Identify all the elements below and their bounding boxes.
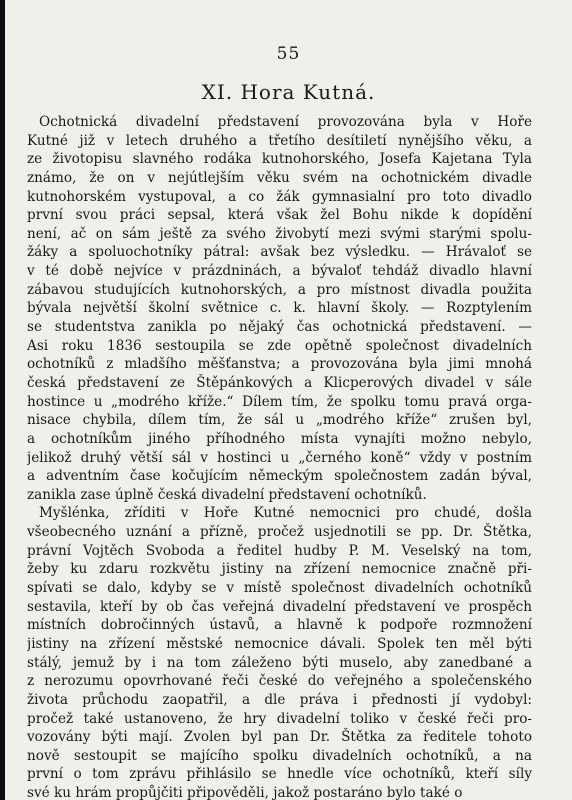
text-line: z nerozumu opovrhované řeči české do veřejného a společenského — [27, 673, 532, 690]
text-line: česká představení ze Štěpánkových a Klicperových divadel v sále — [27, 374, 532, 391]
text-line: první svou práci sepsal, která však žel Bohu nikde k dopídění — [27, 207, 532, 224]
text-line: zanikla zase úplně česká divadelní představení ochotníků. — [27, 486, 427, 503]
body-text — [27, 113, 532, 800]
text-line: známo, že on v nejútlejším věku svém na ochotnickém divadle — [27, 169, 532, 186]
text-line: všeobecného uznání a přízně, pročež usjednotili se pp. Dr. Štětka, — [27, 524, 532, 541]
text-line: ze životopisu slavného rodáka kutnohorského, Josefa Kajetana Tyla — [27, 151, 532, 168]
text-line: zábavou studujících kutnohorských, a pro místnost divadla použita — [27, 281, 532, 298]
text-line: první o tom zprávu přihlásilo se hnedle více ochotníků, kteří síly — [27, 766, 532, 783]
text-line: spívati se dalo, kdyby se v místě společnost divadelních ochotníků — [27, 580, 532, 597]
text-line: stálý, jemuž by i na tom záleženo býti muselo, aby zanedbané a — [27, 654, 532, 671]
text-line: kutnohorském vystupoval, a co žák gymnasialní pro toto divadlo — [27, 188, 532, 205]
text-line: Myšlénka, zříditi v Hoře Kutné nemocnici pro chudé, došla — [39, 505, 532, 522]
text-line: jistiny na zřízení městské nemocnice dávali. Spolek ten měl býti — [27, 635, 532, 652]
text-line: Ochotnická divadelní představení provozována byla v Hoře — [39, 114, 532, 130]
text-line: žeby ku zdaru rozkvětu jistiny na zřízení nemocnice značně při- — [27, 561, 532, 578]
text-line: nisace chybila, dílem tím, že sál u „modrého kříže“ zrušen byl, — [27, 412, 532, 429]
text-line: sestavila, kteří by ob čas veřejná divadelní představení ve prospěch — [27, 598, 532, 615]
chapter-title: XI. Hora Kutná. — [201, 80, 376, 104]
text-line: v té době nejvíce v prázdninách, a bývaloť tehdáž divadlo hlavní — [27, 263, 532, 280]
text-line: a adventním čase kočujícím německým společnostem zadán býval, — [27, 468, 532, 485]
text-line: nově sestoupit se majícího spolku divadelních ochotníků, a na — [27, 747, 532, 764]
text-line: hostince u „modrého kříže.“ Dílem tím, že spolku tomu pravá orga- — [27, 393, 532, 410]
book-page — [5, 0, 572, 800]
text-line: místních dobročinných ústavů, a hlavně k podpoře rozmnožení — [27, 617, 532, 634]
text-line: života průchodu zaopatřil, a dle práva i přednosti jí vydobyl: — [27, 691, 532, 708]
text-line: vozovány býti mají. Zvolen byl pan Dr. Štětka za ředitele tohoto — [27, 729, 532, 746]
text-line: své ku hrám propůjčiti připověděli, jakož postaráno bylo také o — [27, 785, 463, 800]
text-line: právní Vojtěch Svoboda a ředitel hudby P. M. Veselský na tom, — [27, 542, 532, 559]
text-line: se studentstva zanikla po nějaký čas ochotnická představení. — — [27, 319, 532, 336]
text-line: pročež také ustanoveno, že hry divadelní toliko v české řeči pro- — [27, 710, 532, 727]
paragraph — [27, 113, 532, 504]
text-line: ochotníků z mladšího měšťanstva; a provozována byla jimi mnohá — [27, 356, 532, 373]
text-line: jelikož druhý větší sál v hostinci u „černého koně“ vždy v postním — [27, 449, 532, 466]
text-line: Asi roku 1836 sestoupila se zde opětně společnost divadelních — [27, 337, 532, 354]
paragraph — [27, 504, 532, 800]
text-line: bývala největší školní světnice c. k. hlavní školy. — Rozptylením — [27, 300, 532, 317]
text-line: a ochotníkům jiného příhodného místa vynajíti možno nebylo, — [27, 430, 532, 447]
text-line: Kutné již v letech druhého a třetího desítiletí nynějšího věku, a — [27, 132, 532, 149]
text-line: žáky a spoluochotníky pátral: avšak bez výsledku. — Hrávaloť se — [27, 244, 532, 261]
text-line: není, ač on sám ještě za svého živobytí mezi svými starými spolu- — [27, 225, 532, 242]
page-number: 55 — [276, 44, 301, 64]
